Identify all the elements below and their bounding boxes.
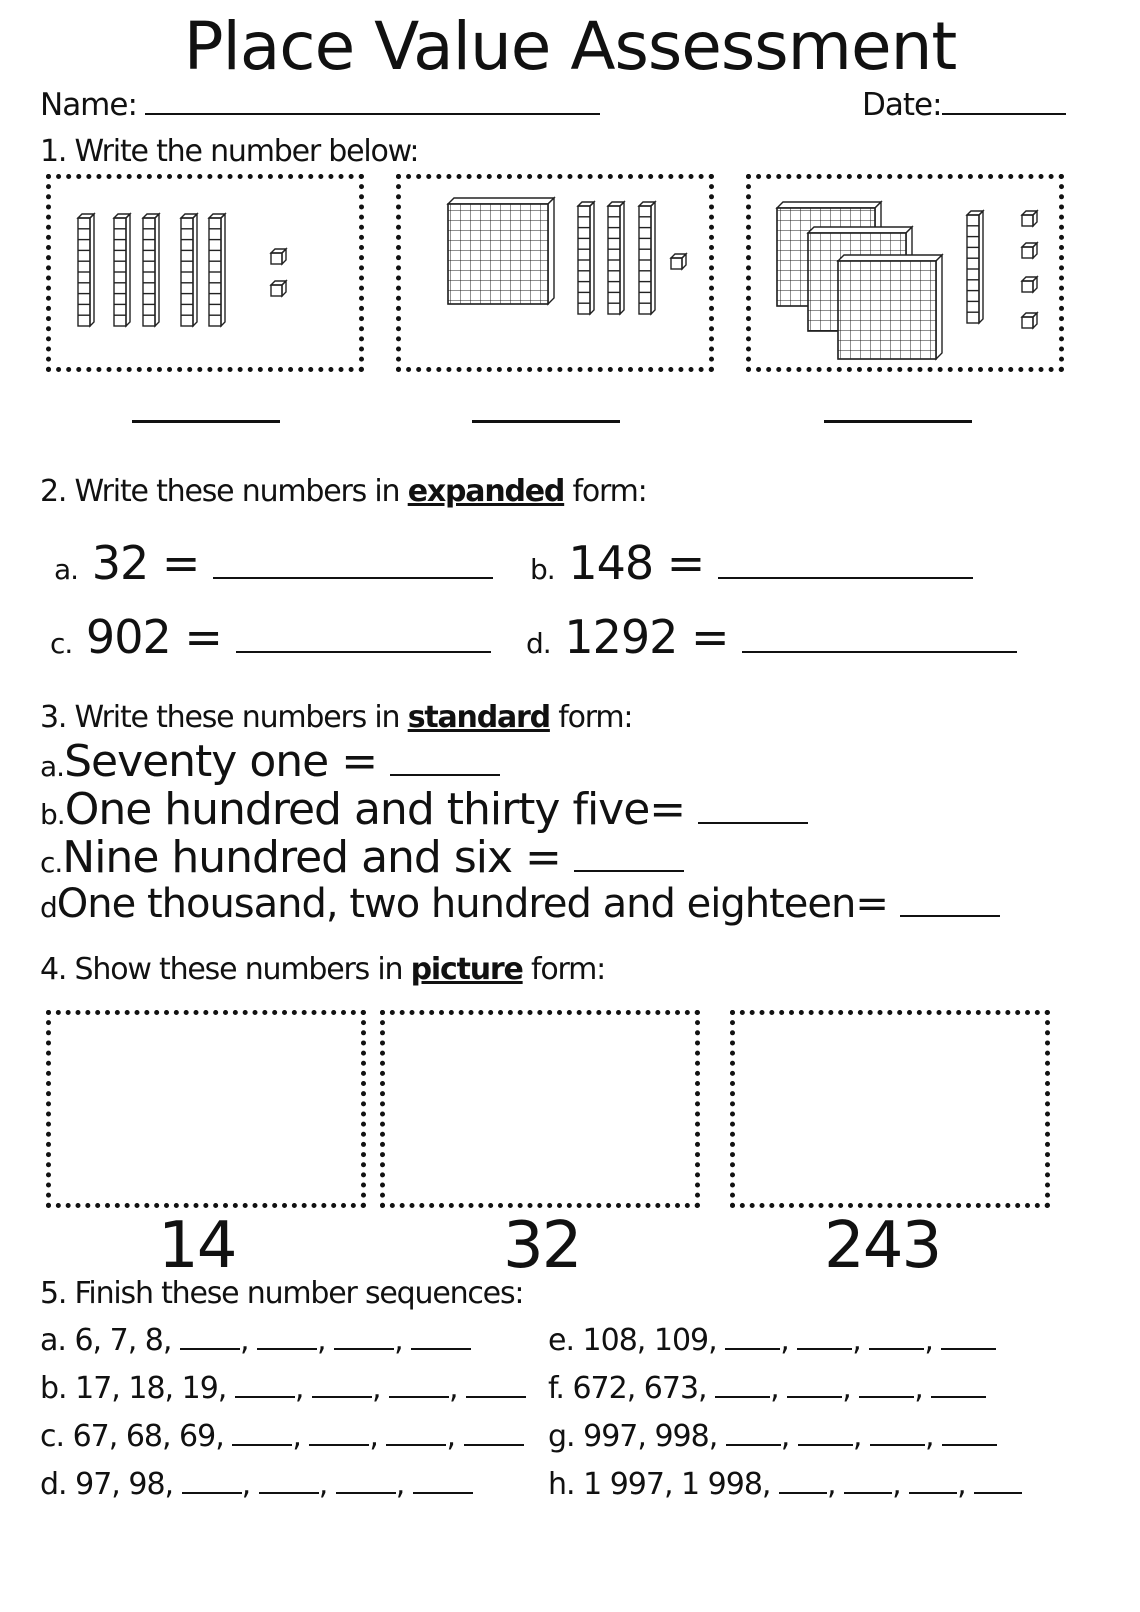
seq-blank[interactable] bbox=[942, 1444, 997, 1446]
seq-blank[interactable] bbox=[336, 1492, 396, 1494]
q1-heading: 1. Write the number below: bbox=[40, 134, 419, 169]
seq-blank[interactable] bbox=[798, 1444, 853, 1446]
seq-blank[interactable] bbox=[909, 1492, 957, 1494]
q3-heading-key: standard bbox=[407, 700, 550, 735]
q4-box-2[interactable] bbox=[380, 1010, 700, 1208]
q5-heading: 5. Finish these number sequences: bbox=[40, 1276, 524, 1311]
q3-item-letter: d bbox=[40, 891, 57, 924]
q5-item-text: d. 97, 98, bbox=[40, 1467, 174, 1502]
unit-cube bbox=[671, 258, 682, 269]
unit-cube bbox=[1022, 317, 1033, 328]
unit-cube bbox=[271, 253, 282, 264]
page-title: Place Value Assessment bbox=[183, 8, 957, 85]
seq-blank[interactable] bbox=[334, 1348, 394, 1350]
q3-answer-b[interactable] bbox=[698, 822, 808, 824]
q2-item-d bbox=[526, 610, 1017, 664]
seq-blank[interactable] bbox=[931, 1396, 986, 1398]
q5-item-text: a. 6, 7, 8, bbox=[40, 1323, 172, 1358]
name-label: Name: bbox=[40, 87, 137, 123]
q5-item-f: f. 672, 673, , , , bbox=[548, 1374, 986, 1404]
seq-blank[interactable] bbox=[797, 1348, 852, 1350]
q3-item-letter: b. bbox=[40, 798, 65, 831]
q2-heading-key: expanded bbox=[407, 474, 565, 509]
hundred-flat bbox=[838, 261, 936, 359]
q5-item-text: e. 108, 109, bbox=[548, 1323, 717, 1358]
q2-heading bbox=[40, 474, 647, 509]
seq-blank[interactable] bbox=[413, 1492, 473, 1494]
q3-item-b bbox=[40, 784, 808, 835]
q3-item-letter: c. bbox=[40, 846, 63, 879]
seq-blank[interactable] bbox=[844, 1492, 892, 1494]
seq-blank[interactable] bbox=[312, 1396, 372, 1398]
unit-cube bbox=[1022, 247, 1033, 258]
q3-item-text: Seventy one = bbox=[64, 736, 378, 787]
q5-item-text: h. 1 997, 1 998, bbox=[548, 1467, 771, 1502]
q5-item-text: c. 67, 68, 69, bbox=[40, 1419, 224, 1454]
hundred-flat-side bbox=[936, 255, 942, 359]
q4-heading-pre: 4. Show these numbers in bbox=[40, 952, 403, 987]
seq-blank[interactable] bbox=[257, 1348, 317, 1350]
q2-answer-a[interactable] bbox=[213, 577, 493, 579]
q4-heading-post: form: bbox=[530, 952, 606, 987]
q5-item-h: h. 1 997, 1 998, , , , bbox=[548, 1470, 1022, 1500]
q2-item-text: 1292 = bbox=[564, 610, 729, 664]
q2-item-letter: c. bbox=[50, 627, 73, 660]
seq-blank[interactable] bbox=[464, 1444, 524, 1446]
seq-blank[interactable] bbox=[182, 1492, 242, 1494]
q4-number-2: 32 bbox=[503, 1209, 581, 1283]
date-label: Date: bbox=[862, 87, 942, 123]
q1-answer-1[interactable] bbox=[132, 420, 280, 423]
q5-item-text: b. 17, 18, 19, bbox=[40, 1371, 227, 1406]
seq-blank[interactable] bbox=[941, 1348, 996, 1350]
q2-item-letter: b. bbox=[530, 553, 555, 586]
seq-blank[interactable] bbox=[309, 1444, 369, 1446]
q5-item-g: g. 997, 998, , , , bbox=[548, 1422, 997, 1452]
seq-blank[interactable] bbox=[386, 1444, 446, 1446]
q3-item-a bbox=[40, 736, 500, 787]
q5-item-e: e. 108, 109, , , , bbox=[548, 1326, 996, 1356]
q5-item-text: g. 997, 998, bbox=[548, 1419, 718, 1454]
seq-blank[interactable] bbox=[466, 1396, 526, 1398]
q3-item-text: One hundred and thirty five= bbox=[64, 784, 686, 835]
q4-number-1: 14 bbox=[158, 1209, 236, 1283]
seq-blank[interactable] bbox=[232, 1444, 292, 1446]
q4-heading bbox=[40, 952, 606, 987]
seq-blank[interactable] bbox=[870, 1444, 925, 1446]
q1-answer-3[interactable] bbox=[824, 420, 972, 423]
hundred-flat-top bbox=[808, 227, 912, 233]
q3-answer-c[interactable] bbox=[574, 870, 684, 872]
hundred-flat-top bbox=[838, 255, 942, 261]
seq-blank[interactable] bbox=[725, 1348, 780, 1350]
seq-blank[interactable] bbox=[259, 1492, 319, 1494]
q5-item-b: b. 17, 18, 19, , , , bbox=[40, 1374, 526, 1404]
q4-box-3[interactable] bbox=[730, 1010, 1050, 1208]
q2-heading-pre: 2. Write these numbers in bbox=[40, 474, 400, 509]
q1-answer-2[interactable] bbox=[472, 420, 620, 423]
q5-item-d: d. 97, 98, , , , bbox=[40, 1470, 473, 1500]
q3-item-text: Nine hundred and six = bbox=[62, 832, 561, 883]
q2-item-letter: d. bbox=[526, 627, 551, 660]
seq-blank[interactable] bbox=[180, 1348, 240, 1350]
q2-item-letter: a. bbox=[54, 553, 79, 586]
q3-item-letter: a. bbox=[40, 750, 65, 783]
q3-heading bbox=[40, 700, 633, 735]
hundred-flat-top bbox=[448, 198, 554, 204]
q2-answer-c[interactable] bbox=[236, 651, 491, 653]
q2-item-c bbox=[50, 610, 491, 664]
q3-answer-a[interactable] bbox=[390, 774, 500, 776]
q2-heading-post: form: bbox=[572, 474, 647, 509]
seq-blank[interactable] bbox=[869, 1348, 924, 1350]
seq-blank[interactable] bbox=[715, 1396, 770, 1398]
seq-blank[interactable] bbox=[411, 1348, 471, 1350]
q5-item-text: f. 672, 673, bbox=[548, 1371, 707, 1406]
hundred-flat-top bbox=[777, 202, 881, 208]
unit-cube bbox=[271, 285, 282, 296]
q5-item-a: a. 6, 7, 8, , , , bbox=[40, 1326, 471, 1356]
seq-blank[interactable] bbox=[235, 1396, 295, 1398]
q2-item-text: 32 = bbox=[91, 536, 200, 590]
q2-answer-b[interactable] bbox=[718, 577, 973, 579]
q3-answer-d[interactable] bbox=[900, 915, 1000, 917]
q2-item-text: 902 = bbox=[85, 610, 222, 664]
seq-blank[interactable] bbox=[974, 1492, 1022, 1494]
seq-blank[interactable] bbox=[726, 1444, 781, 1446]
unit-cube bbox=[1022, 215, 1033, 226]
seq-blank[interactable] bbox=[389, 1396, 449, 1398]
q3-heading-post: form: bbox=[558, 700, 633, 735]
q2-item-a bbox=[54, 536, 493, 590]
hundred-flat bbox=[448, 204, 548, 304]
q4-box-1[interactable] bbox=[46, 1010, 366, 1208]
seq-blank[interactable] bbox=[859, 1396, 914, 1398]
q3-item-d bbox=[40, 881, 1000, 927]
q4-number-3: 243 bbox=[824, 1209, 941, 1283]
q2-item-b bbox=[530, 536, 973, 590]
q3-item-text: One thousand, two hundred and eighteen= bbox=[56, 881, 888, 927]
q4-heading-key: picture bbox=[410, 952, 523, 987]
unit-cube bbox=[1022, 281, 1033, 292]
q5-item-c: c. 67, 68, 69, , , , bbox=[40, 1422, 524, 1452]
hundred-flat-side bbox=[548, 198, 554, 304]
seq-blank[interactable] bbox=[787, 1396, 842, 1398]
q2-answer-d[interactable] bbox=[742, 651, 1017, 653]
q2-item-text: 148 = bbox=[568, 536, 705, 590]
seq-blank[interactable] bbox=[779, 1492, 827, 1494]
q3-heading-pre: 3. Write these numbers in bbox=[40, 700, 400, 735]
q3-item-c bbox=[40, 832, 684, 883]
